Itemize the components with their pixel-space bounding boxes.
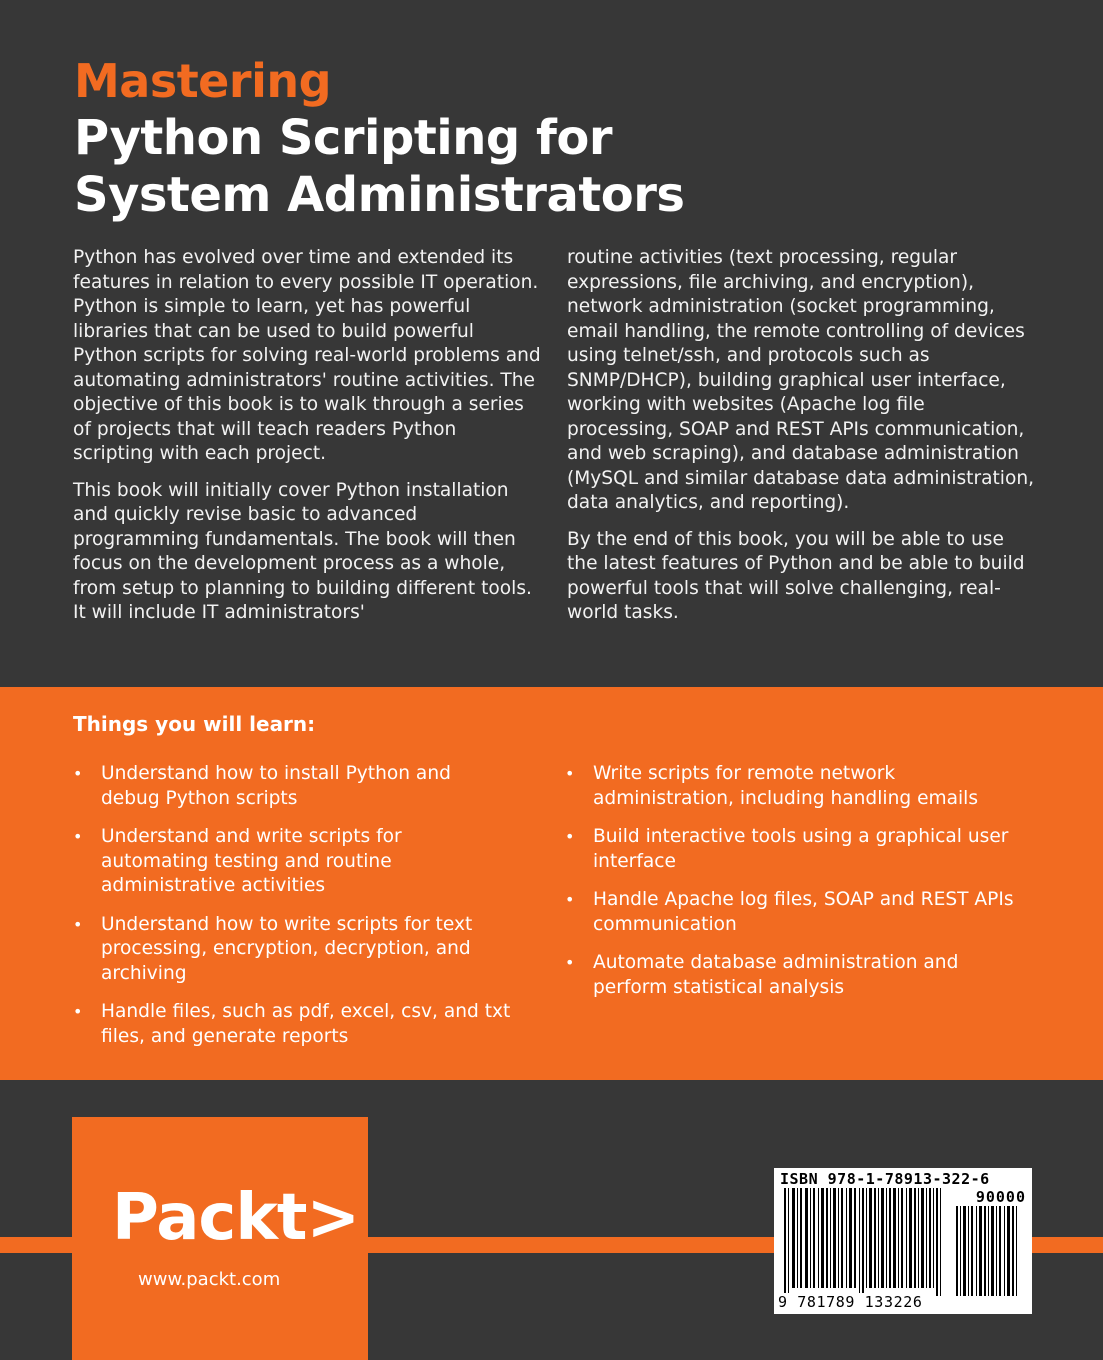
- learn-list-left: [73, 762, 513, 1063]
- packt-logo: Packt>: [112, 1181, 360, 1255]
- list-item-text: Understand how to install Python and debug Python scripts: [101, 763, 451, 809]
- list-item: [565, 951, 1035, 1000]
- description-paragraph: Python has evolved over time and extended its features in relation to every possible IT operation. Python is simple to learn, yet has powerful libraries that can be used to build powerful Python scripts for solving real-world problems and automating administrators' routine activities. The objective of this book is to walk through a series of projects that will teach readers Python scripting with each project.: [73, 247, 541, 464]
- list-item: [565, 888, 1035, 937]
- list-item-text: Build interactive tools using a graphical user interface: [593, 826, 1009, 872]
- isbn-label: ISBN 978-1-78913-322-6: [780, 1170, 990, 1188]
- bullet-icon: •: [73, 914, 83, 934]
- book-title-line-2: System Administrators: [74, 167, 685, 223]
- publisher-block: [72, 1117, 368, 1360]
- bullet-icon: •: [565, 953, 575, 972]
- list-item-text: Understand and write scripts for automating testing and routine administrative activities: [101, 826, 402, 896]
- list-item: [73, 825, 513, 899]
- barcode-bars-icon: [780, 1188, 950, 1296]
- list-item-text: Automate database administration and perform statistical analysis: [593, 952, 959, 998]
- addon-barcode-icon: [954, 1206, 1024, 1296]
- description-paragraph: By the end of this book, you will be able to use the latest features of Python and be able to build powerful tools that will solve challenging, real-world tasks.: [567, 528, 1025, 623]
- list-item-text: Write scripts for remote network administration, including handling emails: [593, 763, 979, 809]
- list-item: [565, 762, 1035, 811]
- list-item-text: Understand how to write scripts for text processing, encryption, decryption, and archiving: [101, 913, 473, 984]
- accent-stripe: [0, 1237, 72, 1253]
- bullet-icon: •: [73, 1002, 83, 1021]
- description-right-column: [567, 246, 1035, 638]
- list-item: [565, 825, 1035, 874]
- list-item-text: Handle files, such as pdf, excel, csv, and txt files, and generate reports: [101, 1001, 511, 1047]
- bullet-icon: •: [565, 827, 575, 846]
- list-item: [73, 913, 513, 987]
- title-block: [74, 52, 685, 224]
- description-left-column: [73, 246, 541, 638]
- bullet-icon: •: [73, 827, 83, 846]
- description-paragraph: routine activities (text processing, regular expressions, file archiving, and encryption), network administration (socket programming, email handling, the remote controlling of devices using telnet/ssh, and protocols such as SNMP/DHCP), building graphical user interface, working with websites (Apache log file processing, SOAP and REST APIs communication, and web scraping), and database administration (MySQL and similar database data administration, data analytics, and reporting).: [567, 247, 1035, 513]
- description-paragraph: This book will initially cover Python installation and quickly revise basic to advanced programming fundamentals. The book will then focus on the development process as a whole, from setup to planning to building different tools. It will include IT administrators': [73, 479, 532, 623]
- bullet-icon: •: [565, 890, 575, 909]
- publisher-url: www.packt.com: [138, 1269, 281, 1290]
- book-title-line-1: Python Scripting for: [74, 110, 613, 166]
- list-item-text: Handle Apache log files, SOAP and REST APIs communication: [593, 889, 1014, 935]
- series-name: Mastering: [74, 54, 332, 108]
- isbn-barcode: [774, 1168, 1032, 1314]
- bullet-icon: •: [73, 764, 83, 783]
- price-code: 90000: [975, 1188, 1026, 1206]
- learn-heading: Things you will learn:: [73, 712, 316, 736]
- learn-list-right: [565, 762, 1035, 1014]
- barcode-digits: 9 781789 133226: [778, 1293, 923, 1311]
- list-item: [73, 1000, 513, 1049]
- list-item: [73, 762, 513, 811]
- bullet-icon: •: [565, 764, 575, 783]
